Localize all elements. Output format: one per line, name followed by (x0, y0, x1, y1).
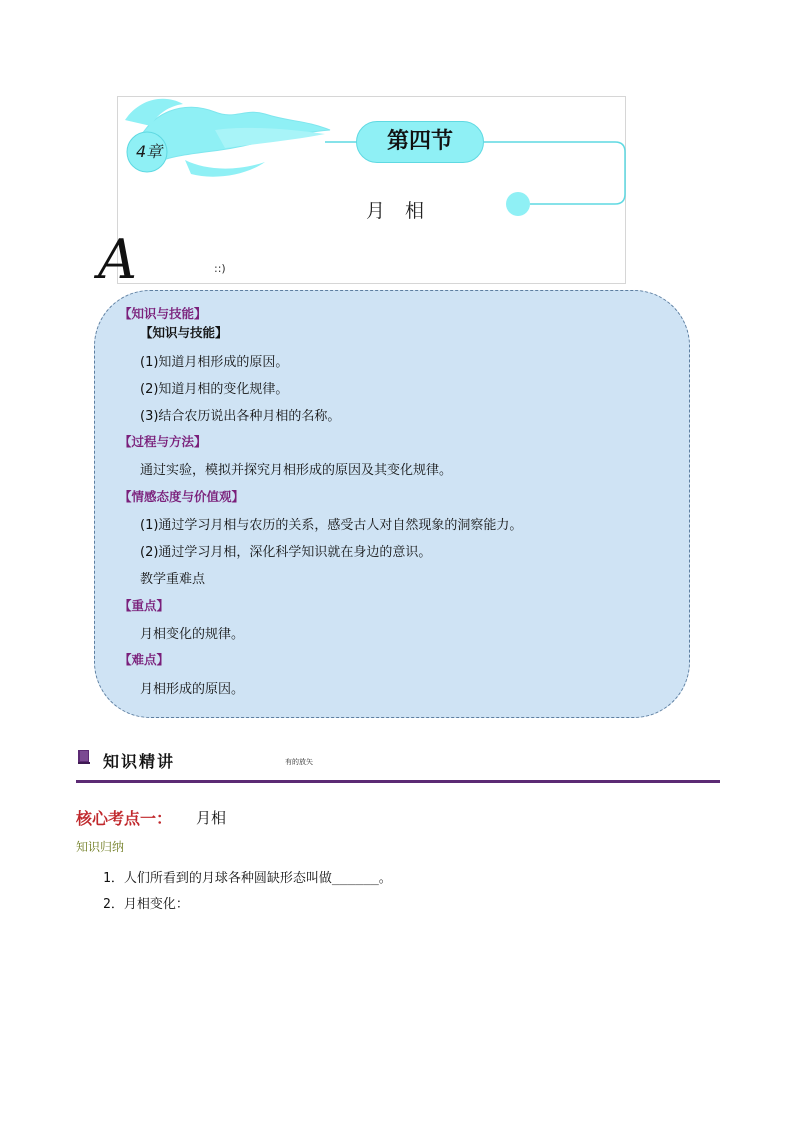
objectives-key-heading: 【重点】 (119, 598, 170, 613)
core-point-topic: 月相 (196, 809, 227, 827)
book-icon (77, 749, 91, 765)
objective-item: (1)知道月相形成的原因。 (140, 355, 289, 370)
objectives-difficult-heading: 【难点】 (119, 652, 170, 667)
core-point-label: 核心考点一： (76, 809, 173, 828)
objective-item: 月相变化的规律。 (140, 627, 245, 642)
section-pill: 第四节 (356, 121, 484, 163)
objectives-knowledge-subheading: 【知识与技能】 (140, 325, 228, 340)
section-tag: 有的放矢 (285, 758, 313, 766)
section-title: 知识精讲 (103, 752, 176, 771)
objectives-process-heading: 【过程与方法】 (119, 434, 207, 449)
objective-item: (3)结合农历说出各种月相的名称。 (140, 409, 341, 424)
section-divider (76, 780, 720, 783)
objectives-emotion-heading: 【情感态度与价值观】 (119, 489, 245, 504)
banner-decoration (95, 90, 655, 290)
objective-item: (2)知道月相的变化规律。 (140, 382, 289, 397)
lesson-subtitle: 月相 (366, 200, 445, 222)
objective-item: 通过实验，模拟并探究月相形成的原因及其变化规律。 (140, 463, 453, 478)
tiny-mark: ::) (214, 262, 226, 275)
knowledge-summary-label: 知识归纳 (76, 840, 125, 854)
objectives-knowledge-heading: 【知识与技能】 (119, 306, 207, 321)
decorative-letter: A (98, 228, 137, 291)
numbered-line: 1．人们所看到的月球各种圆缺形态叫做______。 (103, 871, 392, 886)
objective-item: (2)通过学习月相，深化科学知识就在身边的意识。 (140, 545, 432, 560)
objective-item: 月相形成的原因。 (140, 682, 245, 697)
objective-item: (1)通过学习月相与农历的关系，感受古人对自然现象的洞察能力。 (140, 518, 523, 533)
objectives-note: 教学重难点 (140, 572, 206, 587)
numbered-line: 2．月相变化： (103, 897, 189, 912)
chapter-label: 4章 (136, 142, 163, 161)
